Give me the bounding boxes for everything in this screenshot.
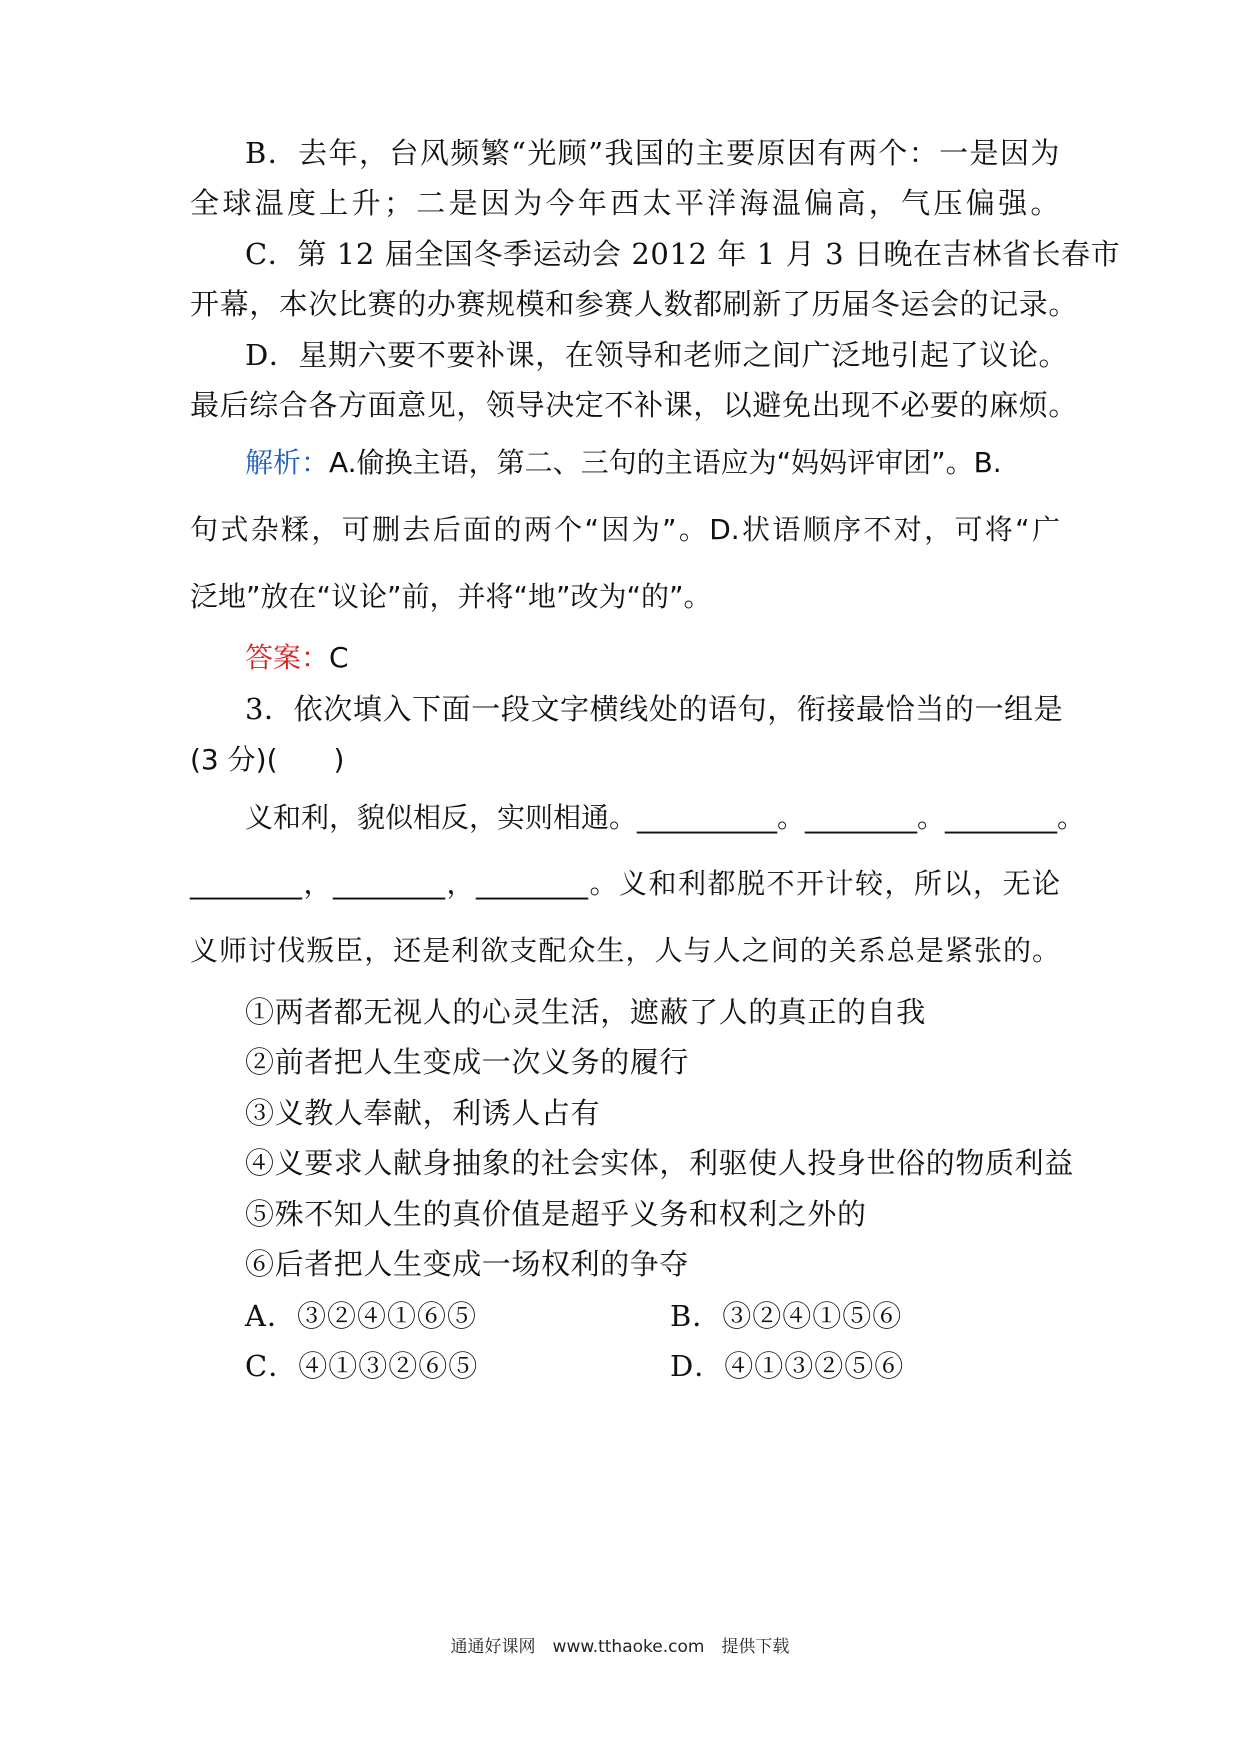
choice-c: C．④①③②⑥⑤ [245,1349,479,1383]
statement-item: ⑤殊不知人生的真价值是超乎义务和权利之外的 [245,1197,867,1231]
option-c-line-1: C．第 12 届全国冬季运动会 2012 年 1 月 3 日晚在吉林省长春市 [245,237,1121,271]
analysis-line-1 [245,443,1060,483]
answer-value: C [329,641,349,674]
answer-line [245,638,1060,678]
choice-b: B．③②④①⑤⑥ [670,1299,903,1333]
passage-line-2: ________，________，________。义和利都脱不开计较，所以，无论 [190,867,1060,900]
choice-a: A．③②④①⑥⑤ [245,1299,477,1333]
page-footer: 通通好课网 www.tthaoke.com 提供下载 [450,1637,790,1657]
statement-item: ②前者把人生变成一次义务的履行 [245,1045,690,1079]
analysis-line-3: 泛地”放在“议论”前，并将“地”改为“的”。 [190,580,712,613]
option-b-line-2: 全球温度上升；二是因为今年西太平洋海温偏高，气压偏强。 [190,186,1060,220]
question-3-line-1: 3．依次填入下面一段文字横线处的语句，衔接最恰当的一组是 [245,692,1064,726]
passage-line-1: 义和利，貌似相反，实则相通。__________。________。________。 [245,801,1086,834]
answer-label: 答案： [245,641,330,674]
statement-item: ③义教人奉献，利诱人占有 [245,1096,601,1130]
question-3-line-2: (3 分)( ) [190,743,345,776]
passage-line-3: 义师讨伐叛臣，还是利欲支配众生，人与人之间的关系总是紧张的。 [190,934,1060,967]
option-b-line-1: B．去年，台风频繁“光顾”我国的主要原因有两个：一是因为 [245,136,1060,170]
analysis-text-1: A.偷换主语，第二、三句的主语应为“妈妈评审团”。B. [329,446,1002,479]
analysis-line-2: 句式杂糅，可删去后面的两个“因为”。D.状语顺序不对，可将“广 [190,513,1060,546]
option-c-line-2: 开幕，本次比赛的办赛规模和参赛人数都刷新了历届冬运会的记录。 [190,287,1079,321]
choice-d: D．④①③②⑤⑥ [670,1349,905,1383]
statement-item: ①两者都无视人的心灵生活，遮蔽了人的真正的自我 [245,995,926,1029]
option-d-line-2: 最后综合各方面意见，领导决定不补课，以避免出现不必要的麻烦。 [190,388,1079,422]
statement-item: ⑥后者把人生变成一场权利的争夺 [245,1247,690,1281]
analysis-label: 解析： [245,446,330,479]
statement-item: ④义要求人献身抽象的社会实体，利驱使人投身世俗的物质利益 [245,1146,1074,1180]
option-d-line-1: D．星期六要不要补课，在领导和老师之间广泛地引起了议论。 [245,338,1069,372]
